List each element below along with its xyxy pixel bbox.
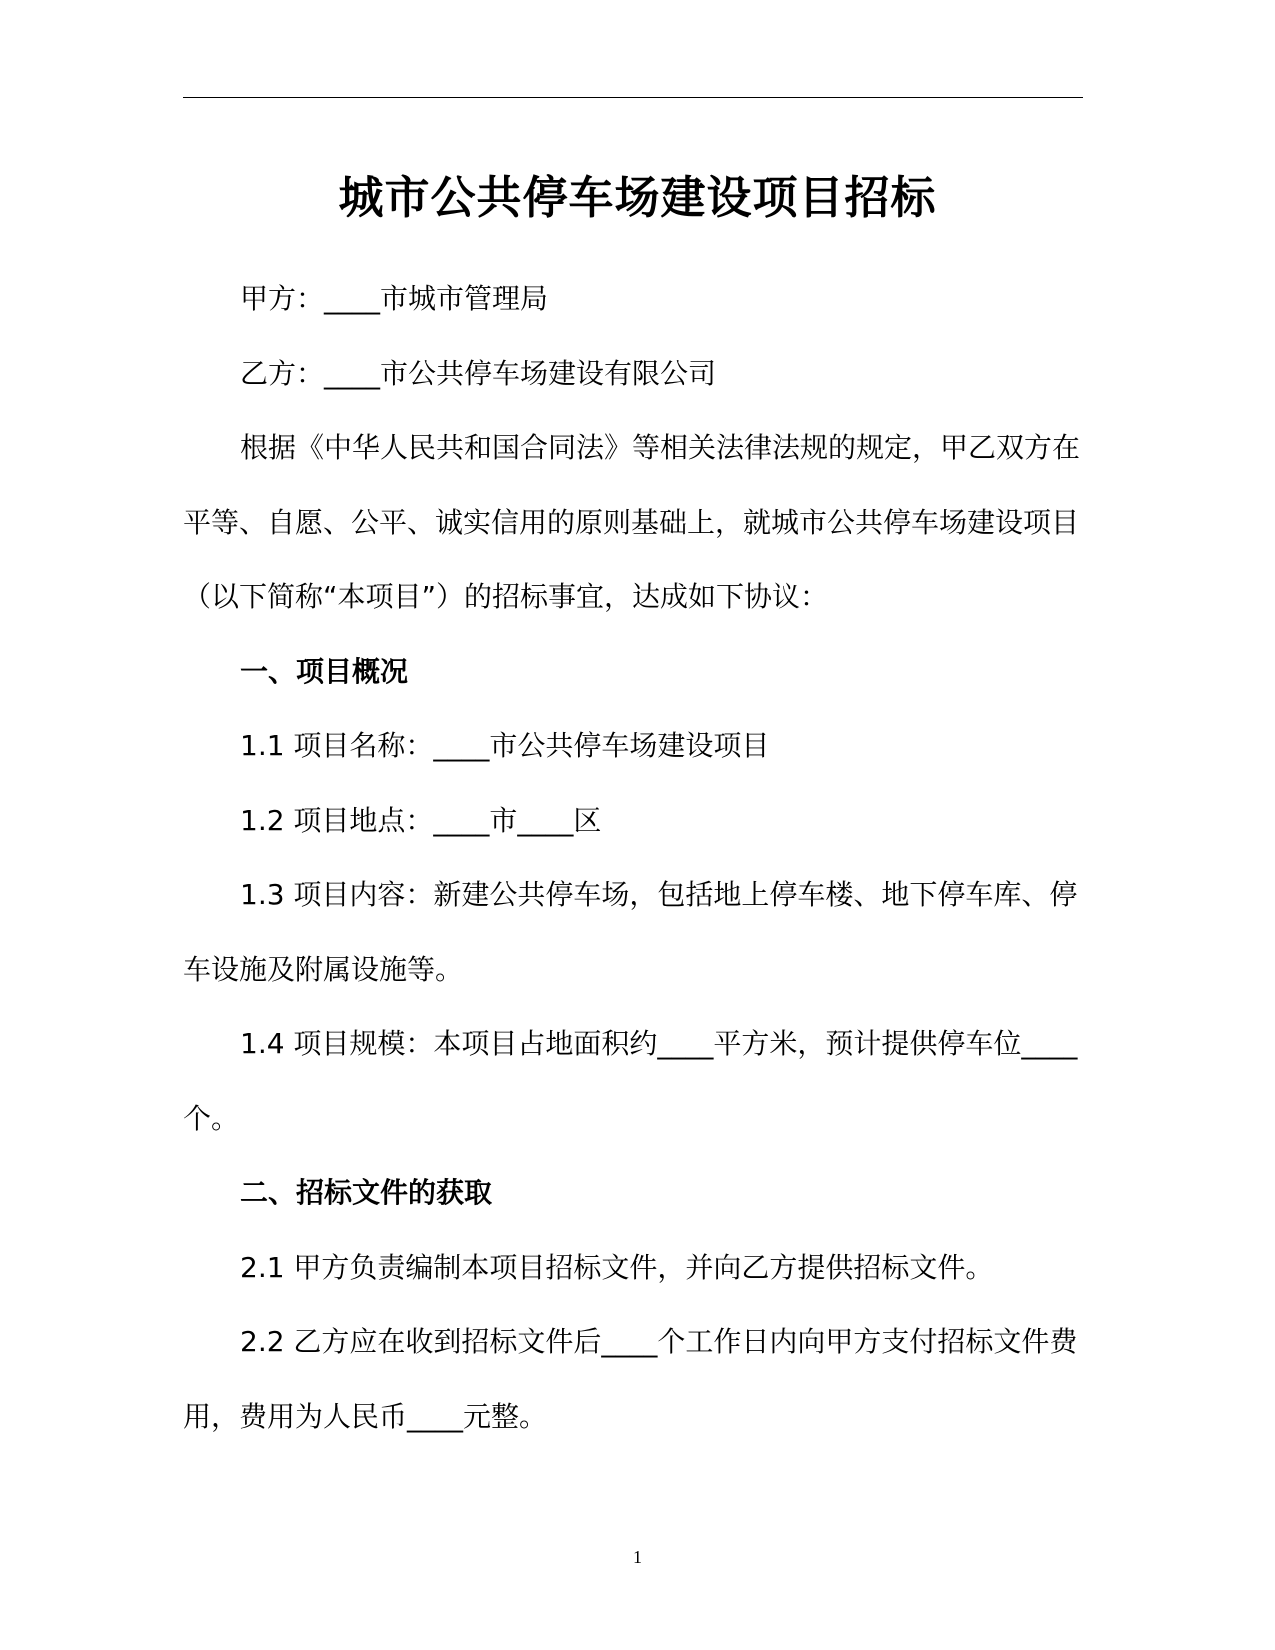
clause-2-1: 2.1 甲方负责编制本项目招标文件，并向乙方提供招标文件。 (240, 1250, 994, 1284)
clause-1-3: 1.3 项目内容：新建公共停车场，包括地上停车楼、地下停车库、停车设施及附属设施等。 (183, 878, 1078, 986)
section-heading-2: 二、招标文件的获取 (240, 1176, 493, 1209)
party-a-paragraph: 甲方：____市城市管理局 (240, 282, 549, 315)
page-number: 1 (633, 1547, 642, 1567)
section-heading-1: 一、项目概况 (240, 654, 409, 688)
clause-1-1: 1.1 项目名称：____市公共停车场建设项目 (240, 729, 770, 762)
clause-2-2: 2.2 乙方应在收到招标文件后____个工作日内向甲方支付招标文件费用，费用为人民币____元整。 (183, 1325, 1078, 1433)
preamble-paragraph: 根据《中华人民共和国合同法》等相关法律法规的规定，甲乙双方在平等、自愿、公平、诚实信用的原则基础上，就城市公共停车场建设项目（以下简称“本项目”）的招标事宜，达成如下协议： (183, 431, 1081, 613)
document-body (183, 262, 1083, 1454)
document-title: 城市公共停车场建设项目招标 (338, 171, 937, 224)
header-rule (183, 97, 1083, 98)
party-b-paragraph: 乙方：____市公共停车场建设有限公司 (240, 356, 717, 390)
clause-1-4: 1.4 项目规模：本项目占地面积约____平方米，预计提供停车位____个。 (183, 1027, 1078, 1135)
clause-1-2: 1.2 项目地点：____市____区 (240, 803, 602, 837)
